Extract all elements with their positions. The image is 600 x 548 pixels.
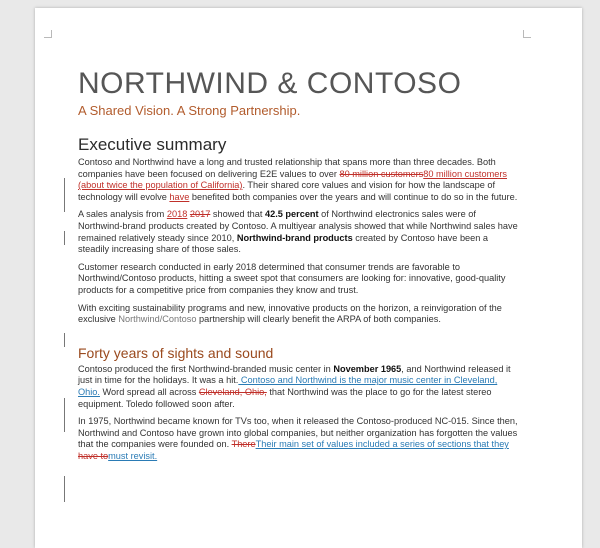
bold-text: Northwind-brand products <box>236 232 353 243</box>
text-run: . Their shared core values and vision for how the landscape of technology will evolve <box>78 180 496 202</box>
text-run: Contoso and Northwind have a long and trusted relationship that spans more than three decades. Both companies have been focused on delivering E2E values to over <box>78 157 496 179</box>
text-run: Word spread all across <box>99 386 199 397</box>
section-forty-years <box>78 345 518 463</box>
formatting-change: Northwind/Contoso <box>118 314 197 325</box>
change-bar <box>64 178 65 212</box>
text-run: of Northwind electronics sales were of Northwind-brand products created by Contoso. A multiyear analysis showed that while Northwind sales have remained relatively steady since 2010, <box>78 209 518 243</box>
tracked-insertion: 2018 <box>166 209 188 220</box>
text-run: created by Contoso have been a steadily increasing share of those sales. <box>78 232 489 255</box>
paragraph[interactable] <box>78 157 518 203</box>
text-run: benefited both companies over the years and will continue to do so in the future. <box>189 191 518 202</box>
paragraph[interactable] <box>78 262 518 297</box>
tracked-deletion: Cleveland, Ohio, <box>198 386 267 397</box>
section-executive-summary <box>78 135 518 326</box>
change-bar <box>64 333 65 347</box>
paragraph[interactable] <box>78 209 518 255</box>
tracked-insertion: Contoso and Northwind is the major music center in Cleveland, Ohio. <box>78 375 498 397</box>
paragraph[interactable] <box>78 416 518 462</box>
document-subtitle: A Shared Vision. A Strong Partnership. <box>78 103 301 118</box>
tracked-insertion: have <box>169 191 190 202</box>
paragraph[interactable] <box>78 303 518 326</box>
text-run: Customer research conducted in early 2018 determined that consumer trends are favorable to Northwind/Contoso products, hitting a sweet spot that consumers are looking for: innovative, good-quality products for a competitive price from companies they know and trust. <box>78 261 506 295</box>
bold-text: 42.5 percent <box>264 209 319 220</box>
tracked-insertion: must revisit. <box>108 450 158 461</box>
document-body <box>78 68 518 468</box>
change-bar <box>64 231 65 245</box>
text-run: showed that <box>210 209 265 220</box>
change-bar <box>64 476 65 502</box>
paragraph[interactable] <box>78 364 518 410</box>
margin-corner-mark-left <box>44 30 52 38</box>
tracked-insertion: Their main set of values included a series of sections that they <box>255 439 509 450</box>
tracked-insertion: 80 million customers (about twice the population of California) <box>78 168 507 191</box>
text-run: Contoso produced the first Northwind-branded music center in <box>78 363 334 374</box>
margin-corner-mark-right <box>523 30 531 38</box>
text-run: In 1975, Northwind became known for TVs too, when it released the Contoso-produced NC-015. Since then, Northwind and Contoso have grown into global companies, but neither organization has forgotten the values that the companies were founded on. <box>78 416 518 450</box>
change-bar <box>64 398 65 432</box>
text-run: A sales analysis from <box>78 209 167 220</box>
tracked-deletion: 80 million customers <box>339 168 424 179</box>
text-run: With exciting sustainability programs and new, innovative products on the horizon, a reinvigoration of the exclusive <box>78 302 502 325</box>
text-run: that Northwind was the place to go for the latest stereo equipment. Toledo followed soon after. <box>78 386 492 409</box>
bold-text: November 1965 <box>333 363 402 374</box>
tracked-deletion: 2017 <box>189 209 211 220</box>
section-heading: Forty years of sights and sound <box>78 344 274 361</box>
text-run: , and Northwind released it just in time for the holidays. It was a hit. <box>78 363 511 386</box>
document-title: NORTHWIND & CONTOSO <box>78 67 462 100</box>
tracked-deletion: There <box>231 439 256 450</box>
tracked-deletion: have to <box>78 450 109 461</box>
section-heading: Executive summary <box>78 135 227 154</box>
text-run: partnership will clearly benefit the ARPA of both companies. <box>196 314 441 325</box>
